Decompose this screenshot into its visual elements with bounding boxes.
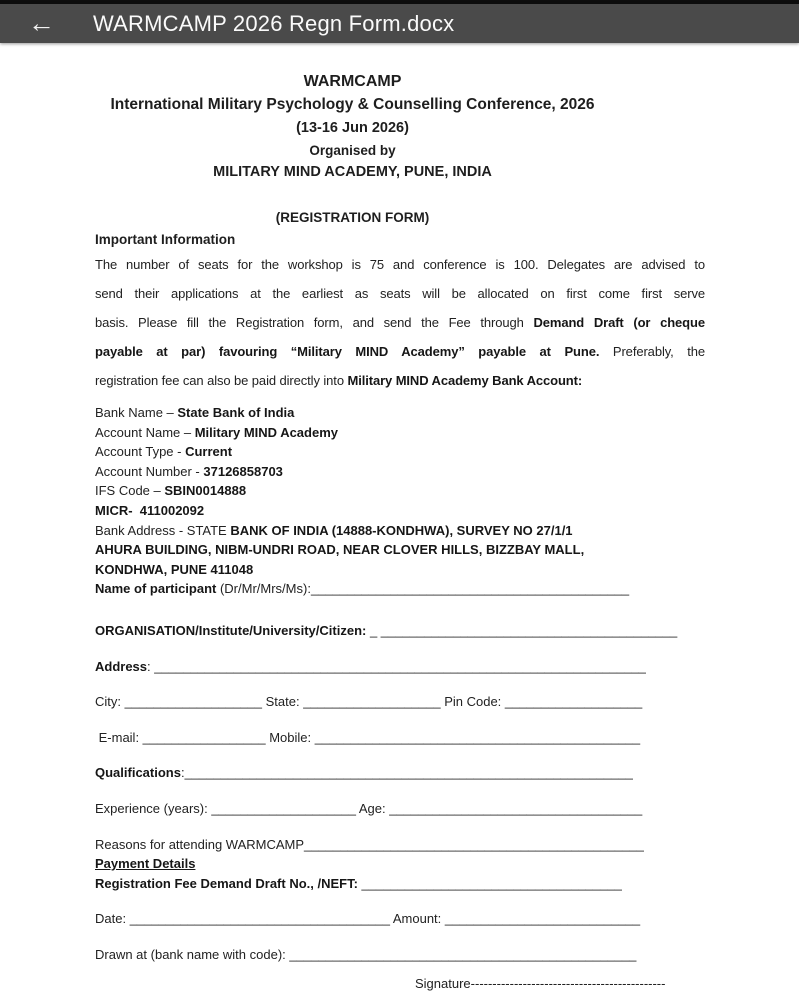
document-page xyxy=(0,43,799,994)
text-line: Name of participant (Dr/Mr/Mrs/Ms):____________________________________________ xyxy=(95,581,630,597)
text-line: KONDHWA, PUNE 411048 xyxy=(95,561,254,577)
event-title: WARMCAMP xyxy=(303,73,402,90)
text-line: City: ___________________ State: ___________________ Pin Code: ___________________ xyxy=(95,694,643,710)
document-scroll-area[interactable] xyxy=(0,43,799,996)
text-line: The number of seats for the workshop is 75 and conference is 100. Delegates are advised to xyxy=(95,257,705,272)
text-line: payable at par) favouring “Military MIND Academy” payable at Pune. Preferably, the xyxy=(95,344,705,359)
text-line: registration fee can also be paid directly into Military MIND Academy Bank Account: xyxy=(95,373,583,388)
text-line: Reasons for attending WARMCAMP_______________________________________________ xyxy=(95,836,644,852)
registration-fields xyxy=(95,621,705,994)
text-line: Address: ____________________________________________________________________ xyxy=(95,658,646,674)
text-line: AHURA BUILDING, NIBM-UNDRI ROAD, NEAR CLOVER HILLS, BIZZBAY MALL, xyxy=(95,542,585,558)
text-line: Bank Name – State Bank of India xyxy=(95,405,295,420)
app-header xyxy=(0,0,799,43)
organised-by-label: Organised by xyxy=(309,143,396,158)
text-line: Qualifications:______________________________________________________________ xyxy=(95,765,633,781)
document-heading-block xyxy=(95,71,610,183)
text-line: Account Type - Current xyxy=(95,444,233,460)
organiser-name: MILITARY MIND ACADEMY, PUNE, INDIA xyxy=(213,164,492,180)
text-line: Bank Address - STATE BANK OF INDIA (14888-KONDHWA), SURVEY NO 27/1/1 xyxy=(95,522,573,538)
back-arrow-icon: ← xyxy=(28,8,55,38)
text-line: Experience (years): ____________________ Age: ___________________________________ xyxy=(95,800,643,816)
document-viewer-toolbar xyxy=(0,4,799,43)
text-line: E-mail: _________________ Mobile: _____________________________________________ xyxy=(95,729,641,745)
text-line: ORGANISATION/Institute/University/Citizen: _ _________________________________________ xyxy=(95,622,678,638)
bank-details xyxy=(95,403,705,599)
text-line: Account Number - 37126858703 xyxy=(95,463,283,479)
text-line: MICR- 411002092 xyxy=(95,502,205,518)
text-line: basis. Please fill the Registration form, and send the Fee through Demand Draft (or cheque xyxy=(95,315,705,330)
important-info-heading: Important Information xyxy=(95,232,236,247)
text-line: send their applications at the earliest as seats will be allocated on first come first serve xyxy=(95,286,705,301)
back-button[interactable] xyxy=(28,4,68,43)
text-line: Drawn at (bank name with code): ________________________________________________ xyxy=(95,946,637,962)
text-line: Signature--------------------------------------------- xyxy=(415,976,666,992)
text-line: Registration Fee Demand Draft No., /NEFT: ____________________________________ xyxy=(95,875,622,891)
important-info-paragraph xyxy=(95,250,705,395)
text-line: Account Name – Military MIND Academy xyxy=(95,424,338,440)
text-line: Payment Details xyxy=(95,856,196,872)
text-line: Date: ____________________________________ Amount: ___________________________ xyxy=(95,911,641,927)
document-title: WARMCAMP 2026 Regn Form.docx xyxy=(93,10,455,36)
registration-form-label: (REGISTRATION FORM) xyxy=(275,210,430,225)
conference-name: International Military Psychology & Counselling Conference, 2026 xyxy=(110,96,595,113)
text-line: IFS Code – SBIN0014888 xyxy=(95,483,247,499)
conference-dates: (13-16 Jun 2026) xyxy=(296,120,409,136)
